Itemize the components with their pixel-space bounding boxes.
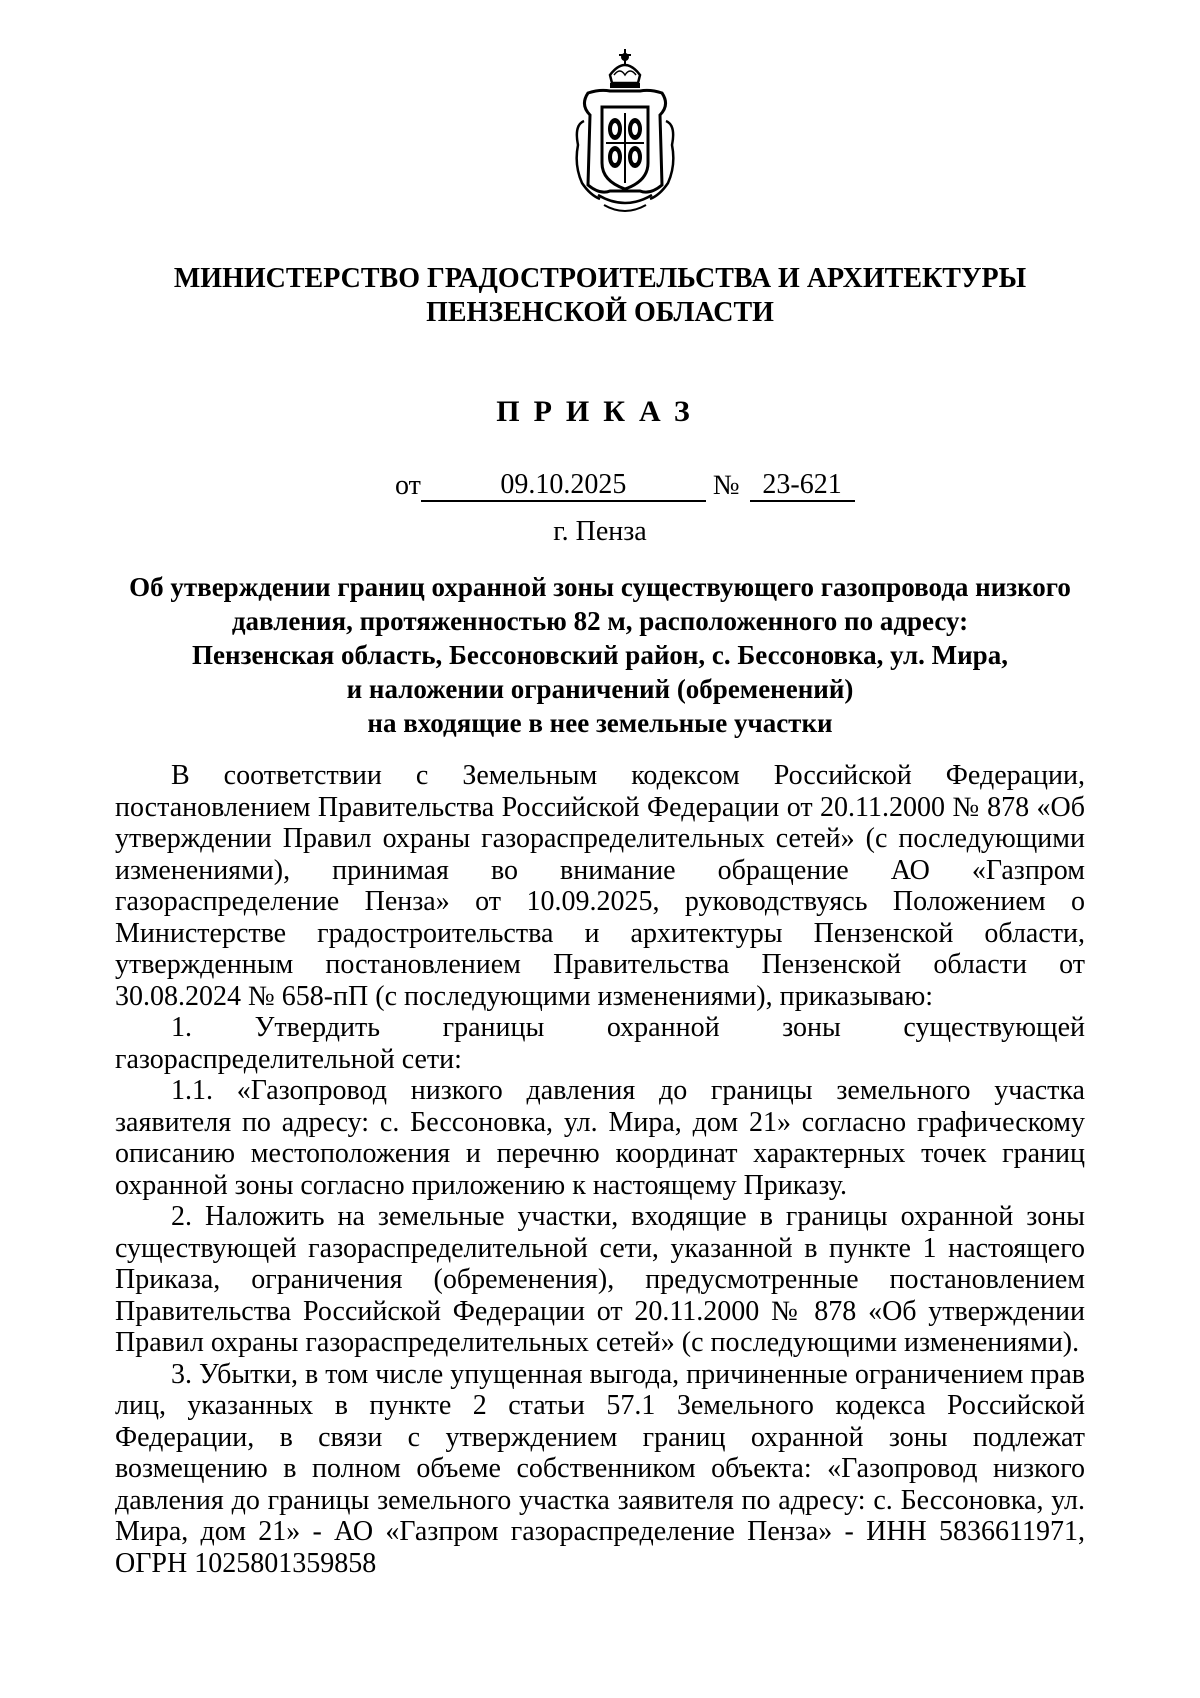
ministry-name-line2: ПЕНЗЕНСКОЙ ОБЛАСТИ <box>426 297 774 328</box>
order-title-line: Пензенская область, Бессоновский район, с. Бессоновка, ул. Мира, <box>192 640 1008 670</box>
city: г. Пенза <box>553 516 647 547</box>
order-title-line: Об утверждении границ охранной зоны существующего газопровода низкого <box>129 572 1071 602</box>
ministry-name <box>100 262 1100 330</box>
order-title-line: давления, протяженностью 82 м, расположенного по адресу: <box>231 606 969 636</box>
date-number-line <box>395 470 855 504</box>
order-body <box>115 760 1085 1579</box>
number-label: № <box>712 470 740 501</box>
order-title <box>115 570 1085 740</box>
order-date: 09.10.2025 <box>421 470 706 502</box>
order-title-line: на входящие в нее земельные участки <box>367 708 833 738</box>
clause-3: 3. Убытки, в том числе упущенная выгода, причиненные ограничением прав лиц, указанных в пункте 2 статьи 57.1 Земельного кодекса Российской Федерации, в связи с утверждением границ охранной зоны подлежат возмещению в полном объеме собственником объекта: «Газопровод низкого давления до границы земельного участка заявителя по адресу: с. Бессоновка, ул. Мира, дом 21» - АО «Газпром газораспределение Пенза» - ИНН 5836611971, ОГРН 1025801359858 <box>115 1358 1085 1579</box>
clause-1-1: 1.1. «Газопровод низкого давления до границы земельного участка заявителя по адресу: с. Бессоновка, ул. Мира, дом 21» согласно графическому описанию местоположения и перечню координат характерных точек границ охранной зоны согласно приложению к настоящему Приказу. <box>115 1075 1085 1201</box>
order-title-line: и наложении ограничений (обременений) <box>346 674 854 704</box>
document-type: ПРИКАЗ <box>496 395 704 428</box>
date-label: от <box>395 470 421 501</box>
clause-2: 2. Наложить на земельные участки, входящие в границы охранной зоны существующей газораспределительной сети, указанной в пункте 1 настоящего Приказа, ограничения (обременения), предусмотренные постановлением Правительства Российской Федерации от 20.11.2000 № 878 «Об утверждении Правил охраны газораспределительных сетей» (с последующими изменениями). <box>115 1201 1085 1358</box>
ministry-name-line1: МИНИСТЕРСТВО ГРАДОСТРОИТЕЛЬСТВА И АРХИТЕКТУРЫ <box>173 263 1027 294</box>
clause-1: 1. Утвердить границы охранной зоны существующей газораспределительной сети: <box>115 1012 1085 1075</box>
preamble-paragraph: В соответствии с Земельным кодексом Российской Федерации, постановлением Правительства Российской Федерации от 20.11.2000 № 878 «Об утверждении Правил охраны газораспределительных сетей» (с последующими изменениями), принимая во внимание обращение АО «Газпром газораспределение Пенза» от 10.09.2025, руководствуясь Положением о Министерстве градостроительства и архитектуры Пензенской области, утвержденным постановлением Правительства Пензенской области от 30.08.2024 № 658-пП (с последующими изменениями), приказываю: <box>115 760 1085 1012</box>
coat-of-arms-emblem <box>570 45 680 220</box>
order-number: 23-621 <box>750 470 855 502</box>
